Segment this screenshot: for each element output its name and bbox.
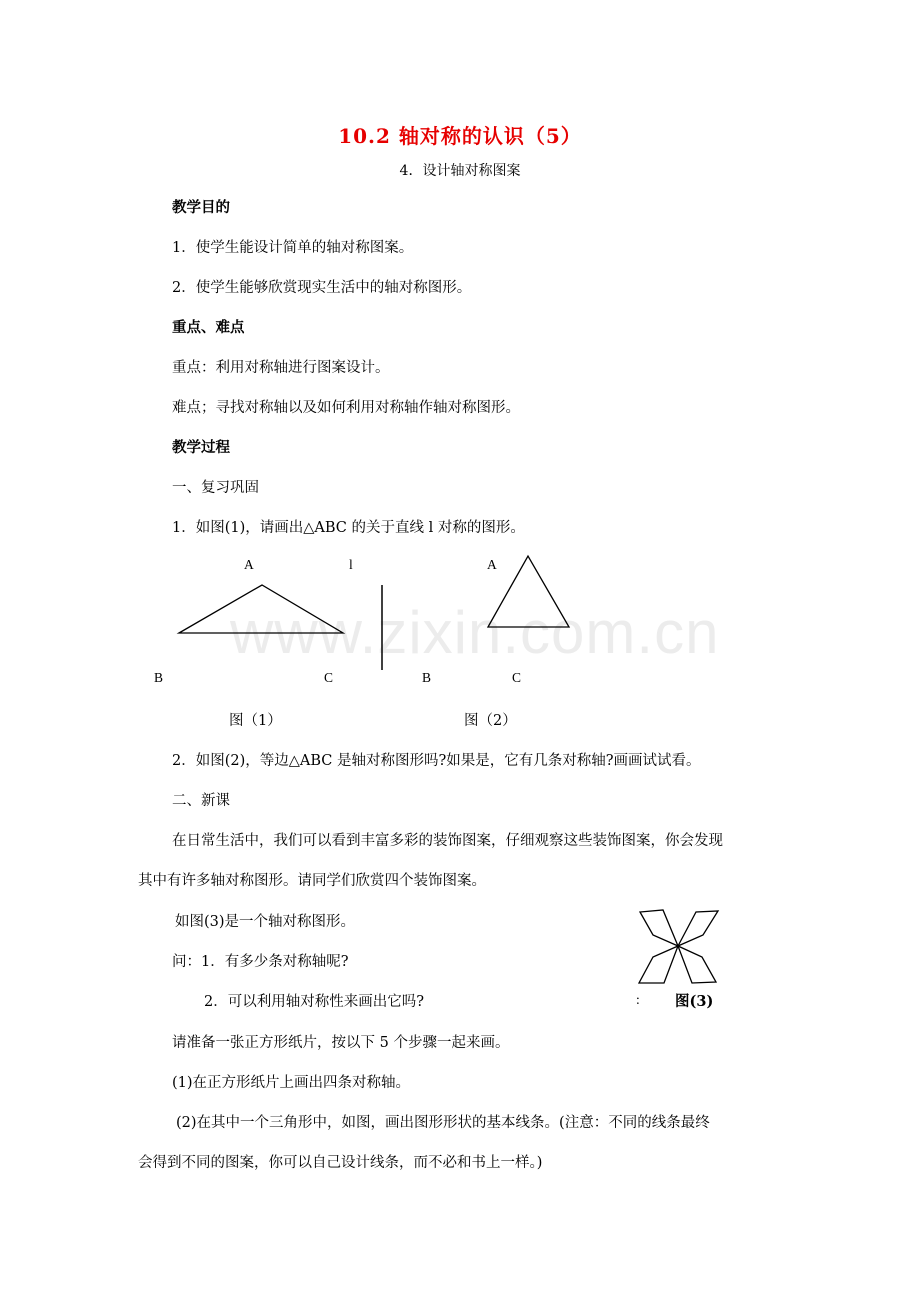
figure-3-petal-bottom-left	[639, 946, 678, 983]
step-1: (1)在正方形纸片上画出四条对称轴。	[172, 1075, 411, 1091]
step-2-line-2: 会得到不同的图案，你可以自己设计线条，而不必和书上一样。)	[138, 1155, 543, 1171]
figure-2-caption: 图（2）	[464, 713, 517, 729]
figure-3-petal-top-left	[640, 910, 678, 946]
part-2-heading: 二、新课	[172, 793, 230, 809]
watermark: www.zixin.com.cn	[230, 599, 720, 666]
figure-1-label-c: C	[324, 670, 334, 685]
section-heading-goal: 教学目的	[172, 199, 230, 216]
figure-1-caption: 图（1）	[229, 713, 282, 729]
page-subtitle: 4．设计轴对称图案	[399, 163, 521, 179]
step-2-line-1: (2)在其中一个三角形中，如图，画出图形形状的基本线条。(注意：不同的线条最终	[176, 1115, 710, 1131]
goal-1: 1．使学生能设计简单的轴对称图案。	[172, 240, 414, 256]
intro-line-1: 在日常生活中，我们可以看到丰富多彩的装饰图案，仔细观察这些装饰图案，你会发现	[172, 833, 723, 849]
figure-2-label-a: A	[487, 557, 497, 572]
part-1-heading: 一、复习巩固	[172, 480, 259, 496]
page-title: 10.2 轴对称的认识（5）	[338, 124, 582, 148]
key-point: 重点：利用对称轴进行图案设计。	[172, 360, 390, 376]
figure-3-petal-bottom-right	[678, 946, 716, 983]
section-heading-process: 教学过程	[172, 439, 230, 456]
intro-line-2: 其中有许多轴对称图形。请同学们欣赏四个装饰图案。	[138, 873, 486, 889]
figure-3-text: 如图(3)是一个轴对称图形。	[175, 914, 356, 930]
section-heading-key: 重点、难点	[172, 319, 245, 336]
figure-3-petal-top-right	[678, 911, 718, 946]
figure-3-caption: 图(3)	[675, 993, 714, 1010]
question-2: 2．如图(2)，等边△ABC 是轴对称图形吗?如果是，它有几条对称轴?画画试试看。	[172, 753, 701, 769]
figure-2-label-b: B	[422, 670, 432, 685]
figure-1-label-a: A	[244, 557, 254, 572]
prepare-text: 请准备一张正方形纸片，按以下 5 个步骤一起来画。	[172, 1035, 510, 1051]
difficulty: 难点；寻找对称轴以及如何利用对称轴作轴对称图形。	[172, 400, 520, 416]
ask-2: 2．可以利用轴对称性来画出它吗?	[204, 994, 424, 1010]
ask-1: 问：1．有多少条对称轴呢?	[172, 954, 349, 970]
goal-2: 2．使学生能够欣赏现实生活中的轴对称图形。	[172, 280, 472, 296]
figure-1-label-l: l	[349, 557, 353, 572]
question-1: 1．如图(1)，请画出△ABC 的关于直线 l 对称的图形。	[172, 520, 525, 536]
figure-1-label-b: B	[154, 670, 164, 685]
figure-2-label-c: C	[512, 670, 522, 685]
figure-3-mark: :	[636, 992, 640, 1007]
